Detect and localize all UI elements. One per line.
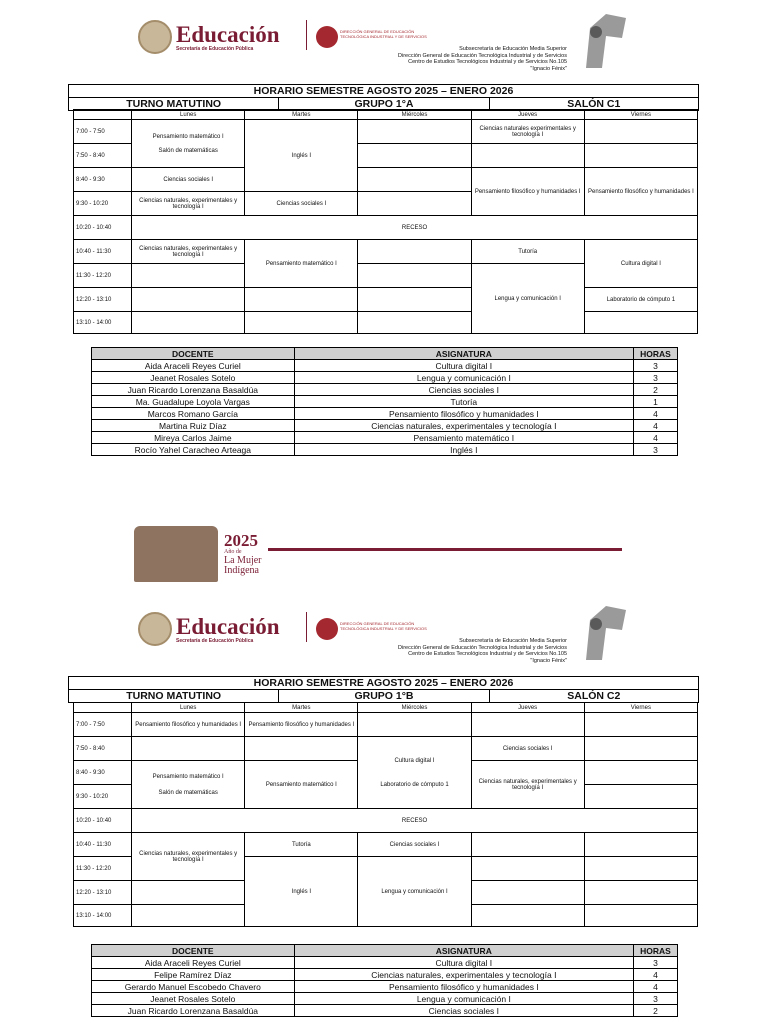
room-label: SALÓN C2 — [567, 690, 621, 702]
table-row — [92, 993, 678, 1005]
teacher-name: Juan Ricardo Lorenzana Basaldúa — [92, 384, 295, 396]
empty-cell — [584, 761, 697, 785]
subject-name: Lengua y comunicación I — [294, 993, 633, 1005]
time-slot: 7:00 - 7:50 — [74, 120, 132, 144]
dgeti-text: DIRECCIÓN GENERAL DE EDUCACIÓN TECNOLÓGICA INDUSTRIAL Y DE SERVICIOS — [340, 621, 427, 631]
teacher-name: Aida Araceli Reyes Curiel — [92, 957, 295, 969]
hours-value: 3 — [634, 360, 678, 372]
logo-subtitle: Secretaría de Educación Pública — [176, 45, 254, 52]
empty-cell — [132, 905, 245, 927]
shift-label: TURNO MATUTINO — [69, 690, 279, 702]
banner-line1: Año de — [224, 549, 242, 555]
day-header: Miércoles — [358, 703, 471, 713]
teacher-name: Mireya Carlos Jaime — [92, 432, 295, 444]
class-cell: Pensamiento matemático I Salón de matemáticas — [132, 120, 245, 168]
hours-value: 3 — [634, 993, 678, 1005]
sep-logo — [138, 612, 280, 646]
time-slot: 10:40 - 11:30 — [74, 833, 132, 857]
time-slot: 11:30 - 12:20 — [74, 264, 132, 288]
empty-cell — [584, 881, 697, 905]
empty-cell — [471, 713, 584, 737]
class-cell: Tutoría — [245, 833, 358, 857]
class-cell: Inglés I — [245, 857, 358, 927]
empty-cell — [132, 881, 245, 905]
class-cell: Ciencias naturales, experimentales y tecnología I — [132, 240, 245, 264]
hours-value: 2 — [634, 384, 678, 396]
empty-cell — [132, 264, 245, 288]
hours-value: 3 — [634, 444, 678, 456]
empty-cell — [471, 905, 584, 927]
empty-cell — [358, 168, 471, 192]
teacher-name: Aida Araceli Reyes Curiel — [92, 360, 295, 372]
col-header-subject: ASIGNATURA — [294, 945, 633, 957]
time-slot: 13:10 - 14:00 — [74, 905, 132, 927]
class-cell: Laboratorio de cómputo 1 — [584, 288, 697, 312]
empty-cell — [245, 737, 358, 761]
hours-value: 3 — [634, 372, 678, 384]
empty-cell — [245, 288, 358, 312]
time-slot: 12:20 - 13:10 — [74, 288, 132, 312]
class-cell: Ciencias sociales I — [471, 737, 584, 761]
class-cell: Cultura digital I Laboratorio de cómputo 1 — [358, 737, 471, 809]
dgeti-text: DIRECCIÓN GENERAL DE EDUCACIÓN TECNOLÓGICA INDUSTRIAL Y DE SERVICIOS — [340, 29, 427, 39]
class-cell: Pensamiento filosófico y humanidades I — [245, 713, 358, 737]
class-cell: Pensamiento filosófico y humanidades I — [584, 168, 697, 216]
time-slot: 7:50 - 8:40 — [74, 144, 132, 168]
time-slot: 10:20 - 10:40 — [74, 216, 132, 240]
empty-cell — [358, 312, 471, 334]
subject-name: Ciencias naturales, experimentales y tecnología I — [294, 969, 633, 981]
subject-name: Inglés I — [294, 444, 633, 456]
hours-value: 4 — [634, 981, 678, 993]
subject-name: Ciencias sociales I — [294, 384, 633, 396]
subject-name: Lengua y comunicación I — [294, 372, 633, 384]
banner-line3: Indígena — [224, 565, 259, 576]
indigenous-women-illustration — [134, 526, 218, 582]
flag-heroine-icon — [576, 8, 628, 70]
national-seal-icon — [138, 20, 172, 54]
empty-cell — [358, 713, 471, 737]
empty-cell — [358, 264, 471, 288]
class-cell: Ciencias naturales, experimentales y tecnología I — [132, 833, 245, 881]
schedule-title: HORARIO SEMESTRE AGOSTO 2025 – ENERO 2026 — [69, 677, 698, 690]
table-row — [92, 1005, 678, 1017]
time-slot: 8:40 - 9:30 — [74, 761, 132, 785]
group-label: GRUPO 1°B — [279, 690, 489, 702]
schedule-header — [68, 84, 699, 111]
banner-year: 2025 — [224, 531, 258, 550]
class-cell: Pensamiento filosófico y humanidades I — [471, 168, 584, 216]
empty-cell — [132, 312, 245, 334]
day-header: Martes — [245, 110, 358, 120]
table-row — [92, 957, 678, 969]
recess-cell: RECESO — [132, 809, 698, 833]
year-banner — [134, 512, 638, 596]
teacher-name: Juan Ricardo Lorenzana Basaldúa — [92, 1005, 295, 1017]
banner-bar — [268, 548, 622, 551]
class-cell: Ciencias sociales I — [358, 833, 471, 857]
col-header-teacher: DOCENTE — [92, 945, 295, 957]
table-row — [92, 372, 678, 384]
col-header-hours: HORAS — [634, 348, 678, 360]
empty-cell — [584, 713, 697, 737]
group-label: GRUPO 1°A — [279, 98, 489, 110]
subject-name: Ciencias sociales I — [294, 1005, 633, 1017]
empty-cell — [584, 312, 697, 334]
day-header: Lunes — [132, 110, 245, 120]
time-slot: 8:40 - 9:30 — [74, 168, 132, 192]
class-cell: Ciencias sociales I — [245, 192, 358, 216]
hours-value: 4 — [634, 420, 678, 432]
teacher-name: Jeanet Rosales Sotelo — [92, 372, 295, 384]
logo-title: Educación — [176, 21, 280, 47]
logo-subtitle: Secretaría de Educación Pública — [176, 637, 254, 644]
table-row — [92, 396, 678, 408]
class-cell: Pensamiento matemático I Salón de matemáticas — [132, 761, 245, 809]
day-header: Viernes — [584, 110, 697, 120]
class-cell: Inglés I — [245, 120, 358, 192]
empty-cell — [358, 144, 471, 168]
time-slot: 12:20 - 13:10 — [74, 881, 132, 905]
hours-value: 4 — [634, 432, 678, 444]
col-header-hours: HORAS — [634, 945, 678, 957]
time-slot: 7:00 - 7:50 — [74, 713, 132, 737]
schedule-sheet-1 — [0, 0, 768, 480]
institution-text: Subsecretaría de Educación Media Superior Dirección General de Educación Tecnológica Industrial y de Servicios Centro de Estudios Tecnológicos Industrial y de Servicios No.105 "Ignacio Fénix" — [398, 638, 567, 664]
logo-title: Educación — [176, 613, 280, 639]
teacher-name: Gerardo Manuel Escobedo Chavero — [92, 981, 295, 993]
empty-cell — [471, 881, 584, 905]
empty-cell — [471, 857, 584, 881]
teacher-name: Martina Ruiz Díaz — [92, 420, 295, 432]
schedule-title: HORARIO SEMESTRE AGOSTO 2025 – ENERO 2026 — [69, 85, 698, 98]
class-cell: Ciencias naturales, experimentales y tecnología I — [471, 761, 584, 809]
empty-cell — [358, 120, 471, 144]
shift-label: TURNO MATUTINO — [69, 98, 279, 110]
subject-name: Pensamiento matemático I — [294, 432, 633, 444]
dgeti-gear-icon — [316, 26, 338, 48]
corner-cell — [74, 703, 132, 713]
day-header: Jueves — [471, 703, 584, 713]
subject-name: Cultura digital I — [294, 957, 633, 969]
schedule-header — [68, 676, 699, 703]
table-row — [92, 969, 678, 981]
table-row — [92, 444, 678, 456]
teacher-name: Felipe Ramírez Díaz — [92, 969, 295, 981]
day-header: Jueves — [471, 110, 584, 120]
day-header: Lunes — [132, 703, 245, 713]
time-slot: 10:40 - 11:30 — [74, 240, 132, 264]
day-header: Miércoles — [358, 110, 471, 120]
class-cell: Ciencias naturales, experimentales y tecnología I — [132, 192, 245, 216]
subject-name: Pensamiento filosófico y humanidades I — [294, 981, 633, 993]
subject-name: Pensamiento filosófico y humanidades I — [294, 408, 633, 420]
teacher-name: Ma. Guadalupe Loyola Vargas — [92, 396, 295, 408]
day-header: Viernes — [584, 703, 697, 713]
class-cell: Pensamiento matemático I — [245, 240, 358, 288]
table-row — [92, 360, 678, 372]
class-cell: Lengua y comunicación I — [471, 264, 584, 334]
room-label: SALÓN C1 — [567, 98, 621, 110]
empty-cell — [584, 785, 697, 809]
empty-cell — [132, 288, 245, 312]
hours-value: 3 — [634, 957, 678, 969]
class-cell: Ciencias sociales I — [132, 168, 245, 192]
class-cell: Pensamiento filosófico y humanidades I — [132, 713, 245, 737]
empty-cell — [584, 737, 697, 761]
class-cell: Tutoría — [471, 240, 584, 264]
table-row — [92, 432, 678, 444]
col-header-subject: ASIGNATURA — [294, 348, 633, 360]
empty-cell — [358, 288, 471, 312]
teachers-table — [91, 347, 678, 456]
teacher-name: Jeanet Rosales Sotelo — [92, 993, 295, 1005]
empty-cell — [471, 833, 584, 857]
time-slot: 10:20 - 10:40 — [74, 809, 132, 833]
subject-name: Tutoría — [294, 396, 633, 408]
dgeti-gear-icon — [316, 618, 338, 640]
hours-value: 4 — [634, 969, 678, 981]
empty-cell — [584, 905, 697, 927]
institution-text: Subsecretaría de Educación Media Superior Dirección General de Educación Tecnológica Industrial y de Servicios Centro de Estudios Tecnológicos Industrial y de Servicios No.105 "Ignacio Fénix" — [398, 46, 567, 72]
flag-heroine-icon — [576, 600, 628, 662]
col-header-teacher: DOCENTE — [92, 348, 295, 360]
class-cell: Pensamiento matemático I — [245, 761, 358, 809]
sep-logo — [138, 20, 280, 54]
national-seal-icon — [138, 612, 172, 646]
hours-value: 4 — [634, 408, 678, 420]
day-header: Martes — [245, 703, 358, 713]
time-slot: 9:30 - 10:20 — [74, 192, 132, 216]
class-cell: Lengua y comunicación I — [358, 857, 471, 927]
empty-cell — [584, 144, 697, 168]
hours-value: 2 — [634, 1005, 678, 1017]
time-slot: 7:50 - 8:40 — [74, 737, 132, 761]
table-row — [92, 408, 678, 420]
empty-cell — [584, 833, 697, 857]
empty-cell — [471, 144, 584, 168]
schedule-grid — [73, 702, 698, 927]
empty-cell — [584, 857, 697, 881]
table-row — [92, 981, 678, 993]
banner-line2: La Mujer — [224, 555, 262, 566]
time-slot: 13:10 - 14:00 — [74, 312, 132, 334]
table-row — [92, 420, 678, 432]
subject-name: Ciencias naturales, experimentales y tecnología I — [294, 420, 633, 432]
empty-cell — [358, 240, 471, 264]
schedule-sheet-2 — [0, 598, 768, 1024]
empty-cell — [584, 120, 697, 144]
corner-cell — [74, 110, 132, 120]
teacher-name: Marcos Romano García — [92, 408, 295, 420]
class-cell: Cultura digital I — [584, 240, 697, 288]
schedule-grid — [73, 109, 698, 334]
hours-value: 1 — [634, 396, 678, 408]
time-slot: 9:30 - 10:20 — [74, 785, 132, 809]
empty-cell — [358, 192, 471, 216]
teacher-name: Rocío Yahel Caracheo Arteaga — [92, 444, 295, 456]
table-row — [92, 384, 678, 396]
empty-cell — [132, 737, 245, 761]
teachers-table — [91, 944, 678, 1017]
recess-cell: RECESO — [132, 216, 698, 240]
time-slot: 11:30 - 12:20 — [74, 857, 132, 881]
class-cell: Ciencias naturales experimentales y tecnología I — [471, 120, 584, 144]
subject-name: Cultura digital I — [294, 360, 633, 372]
empty-cell — [245, 312, 358, 334]
